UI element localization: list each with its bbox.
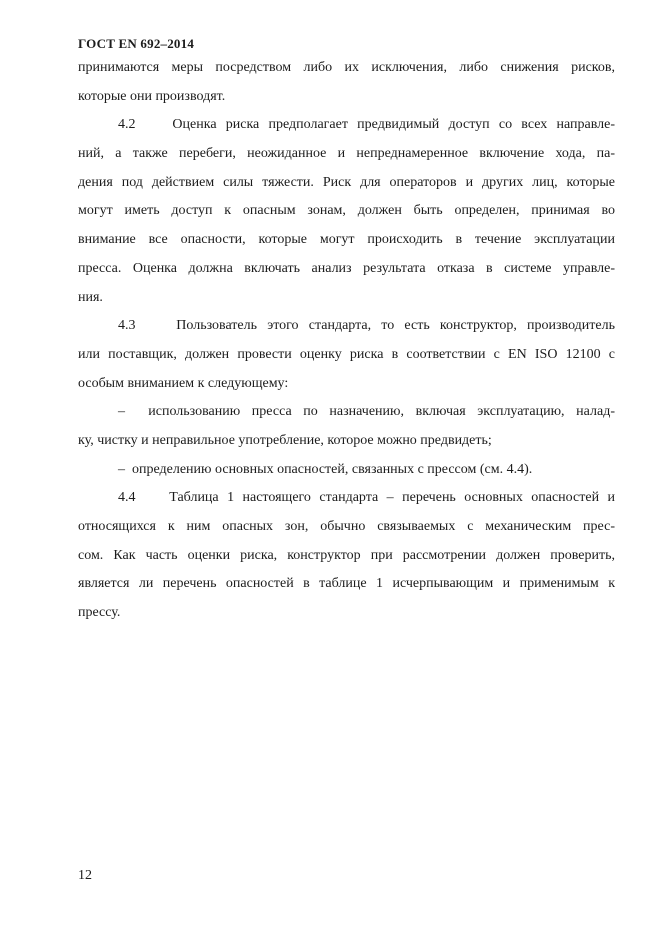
text-line: 4.3 Пользователь этого стандарта, то есть конструктор, производитель (118, 318, 615, 334)
text-line: сом. Как часть оценки риска, конструктор при рассмотрении должен проверить, (78, 547, 615, 563)
text-line: особым вниманием к следующему: (78, 375, 289, 391)
text-line: ний, а также перебеги, неожиданное и непреднамеренное включение хода, па- (78, 146, 615, 162)
text-line: относящихся к ним опасных зон, обычно связываемых с механическим прес- (78, 519, 615, 534)
text-line: могут иметь доступ к опасным зонам, должен быть определен, принимая во (78, 203, 615, 219)
text-line: пресса. Оценка должна включать анализ результата отказа в системе управле- (78, 260, 615, 276)
standard-designation-header: ГОСТ EN 692–2014 (78, 36, 195, 51)
text-line: – использованию пресса по назначению, включая эксплуатацию, налад- (118, 404, 615, 420)
text-line: является ли перечень опасностей в таблице 1 исчерпывающим и применимым к (78, 576, 615, 592)
page-content (78, 34, 615, 628)
text-line: ку, чистку и неправильное употребление, которое можно предвидеть; (78, 432, 492, 448)
text-line: внимание все опасности, которые могут происходить в течение эксплуатации (78, 232, 615, 248)
text-line: 4.2 Оценка риска предполагает предвидимый доступ со всех направле- (118, 117, 615, 133)
text-line: – определению основных опасностей, связанных с прессом (см. 4.4). (118, 461, 533, 477)
document-body (78, 54, 615, 628)
text-line: прессу. (78, 605, 121, 621)
page-number: 12 (78, 868, 92, 883)
text-line: 4.4 Таблица 1 настоящего стандарта – перечень основных опасностей и (118, 490, 615, 506)
text-line: принимаются меры посредством либо их исключения, либо снижения рисков, (78, 60, 615, 75)
text-line: ния. (78, 289, 103, 305)
text-line: дения под действием силы тяжести. Риск для операторов и других лиц, которые (78, 174, 615, 190)
text-line: или поставщик, должен провести оценку риска в соответствии с EN ISO 12100 с (78, 346, 615, 362)
text-line: которые они производят. (78, 88, 226, 104)
